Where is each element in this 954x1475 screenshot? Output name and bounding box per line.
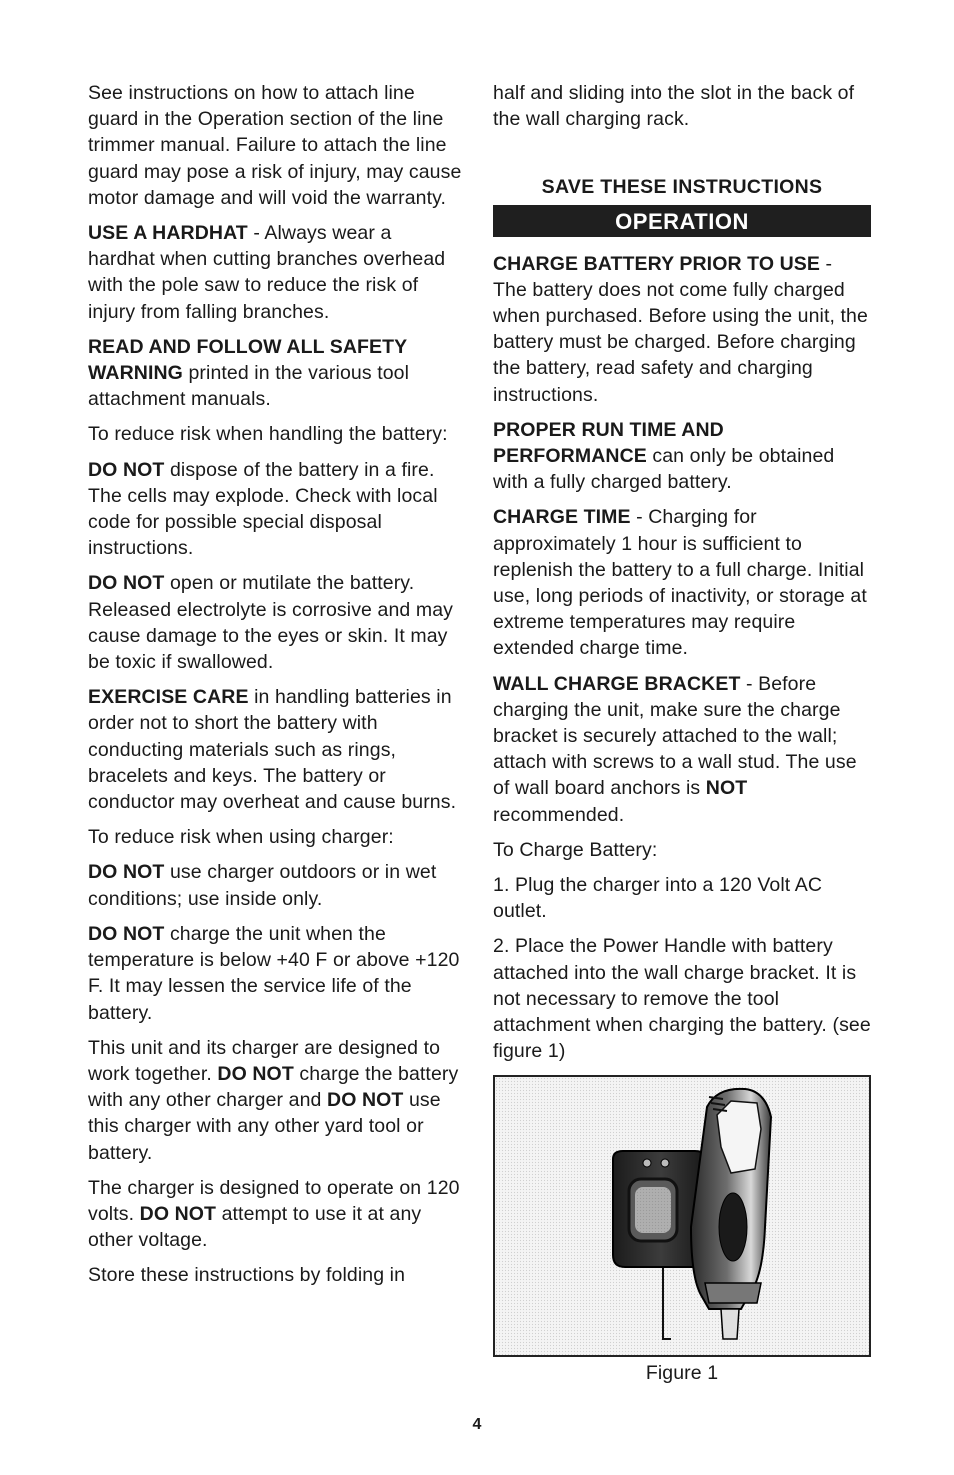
paragraph-text: use this charger with any other yard tool or battery.	[88, 1089, 441, 1164]
right-column	[493, 80, 871, 1386]
charge-prior-paragraph	[493, 251, 871, 408]
paragraph-text: can only be obtained with a fully charged battery.	[493, 445, 835, 494]
power-handle-charger-illustration	[495, 1077, 869, 1355]
paragraph-text: Store these instructions by folding in	[88, 1264, 406, 1287]
paragraph-text: The charger is designed to operate on 120 volts.	[88, 1176, 460, 1225]
outdoors-paragraph	[88, 859, 463, 911]
paragraph-bold-lead: PROPER RUN TIME AND PERFORMANCE	[493, 418, 724, 468]
paragraph-text: dispose of the battery in a fire. The cells may explode. Check with local code for possible special disposal instructions.	[88, 458, 438, 560]
paragraph-text: To Charge Battery:	[493, 838, 658, 861]
designed-together-paragraph	[88, 1035, 463, 1166]
paragraph-bold-lead: DO NOT	[88, 458, 165, 481]
save-instructions-heading: SAVE THESE INSTRUCTIONS	[541, 176, 823, 199]
paragraph-text: charge the unit when the temperature is below +40 F or above +120 F. It may lessen the service life of the battery.	[88, 922, 460, 1024]
mutilate-paragraph	[88, 570, 463, 675]
paragraph-text: See instructions on how to attach line guard in the Operation section of the line trimmer manual. Failure to attach the line guard may pose a risk of injury, may cause motor damage and will void the warranty.	[88, 82, 462, 209]
figure-1-image	[493, 1075, 871, 1357]
paragraph-text: - Charging for approximately 1 hour is sufficient to replenish the battery to a full charge. Initial use, long periods of inactivity, or storage at extreme temperatures may require extended charge time.	[493, 506, 867, 660]
temperature-paragraph	[88, 921, 463, 1026]
attachment-shaft	[721, 1309, 739, 1339]
paragraph-bold-lead: DO NOT	[88, 572, 165, 595]
paragraph-bold-lead: CHARGE BATTERY PRIOR TO USE	[493, 252, 821, 275]
to-charge-heading	[493, 837, 871, 863]
paragraph-text: half and sliding into the slot in the back of the wall charging rack.	[493, 82, 855, 131]
figure-caption: Figure 1	[645, 1361, 719, 1384]
paragraph-bold: NOT	[705, 777, 748, 800]
paragraph-bold: DO NOT	[139, 1202, 217, 1225]
step-2	[493, 933, 871, 1064]
paragraph-text: charge the battery with any other charger and	[88, 1062, 459, 1112]
paragraph-bold-lead: EXERCISE CARE	[88, 686, 249, 709]
step-1	[493, 872, 871, 924]
safety-warning-paragraph	[88, 334, 463, 413]
paragraph-bold-lead: DO NOT	[88, 922, 165, 945]
page-number: 4	[472, 1416, 482, 1433]
hardhat-paragraph	[88, 220, 463, 325]
folding-continuation-paragraph	[493, 80, 871, 132]
exercise-care-paragraph	[88, 684, 463, 815]
paragraph-text: To reduce risk when using charger:	[88, 826, 394, 849]
paragraph-text: - Always wear a hardhat when cutting branches overhead with the pole saw to reduce the risk of injury from falling branches.	[88, 222, 446, 323]
line-guard-paragraph	[88, 80, 463, 211]
paragraph-bold-lead: READ AND FOLLOW ALL SAFETY WARNING	[88, 335, 407, 385]
paragraph-bold-lead: CHARGE TIME	[493, 506, 631, 529]
paragraph-text: This unit and its charger are designed to work together.	[88, 1036, 441, 1085]
paragraph-text: - The battery does not come fully charged when purchased. Before using the unit, the battery must be charged. Before charging the battery, read safety and charging instructions.	[493, 252, 868, 406]
paragraph-bold-lead: WALL CHARGE BRACKET	[493, 672, 741, 695]
run-time-paragraph	[493, 417, 871, 496]
indicator-light-icon	[643, 1159, 651, 1167]
handle-grip-opening	[719, 1193, 747, 1261]
bracket-window-glass	[635, 1187, 671, 1233]
paragraph-bold-lead: DO NOT	[88, 861, 165, 884]
paragraph-text: To reduce risk when handling the battery:	[88, 423, 448, 446]
paragraph-text: 2. Place the Power Handle with battery attached into the wall charge bracket. It is not necessary to remove the tool attachment when charging the battery. (see figure 1)	[493, 935, 871, 1063]
paragraph-text: open or mutilate the battery. Released electrolyte is corrosive and may cause damage to the eyes or skin. It may be toxic if swallowed.	[88, 572, 454, 674]
voltage-paragraph	[88, 1175, 463, 1254]
paragraph-text: attempt to use it at any other voltage.	[88, 1202, 422, 1252]
charge-time-paragraph	[493, 504, 871, 661]
charger-risk-intro	[88, 824, 463, 850]
indicator-light-icon	[661, 1159, 669, 1167]
paragraph-text: recommended.	[493, 803, 625, 826]
battery-risk-intro	[88, 421, 463, 447]
paragraph-bold: DO NOT	[321, 1089, 404, 1112]
paragraph-bold-lead: USE A HARDHAT	[88, 222, 248, 245]
paragraph-text: 1. Plug the charger into a 120 Volt AC outlet.	[493, 874, 823, 923]
left-column	[88, 80, 463, 1298]
paragraph-bold: DO NOT	[211, 1062, 294, 1085]
store-instructions-paragraph	[88, 1262, 463, 1288]
paragraph-text: in handling batteries in order not to short the battery with conducting materials such as rings, bracelets and keys. The battery or conductor may overheat and cause burns.	[88, 686, 457, 814]
handle-battery-collar	[705, 1283, 761, 1303]
dispose-paragraph	[88, 457, 463, 562]
operation-section-banner: OPERATION	[493, 205, 871, 237]
paragraph-text: use charger outdoors or in wet conditions; use inside only.	[88, 861, 437, 910]
wall-bracket-paragraph	[493, 671, 871, 828]
paragraph-text: printed in the various tool attachment manuals.	[88, 362, 410, 411]
paragraph-text: - Before charging the unit, make sure the charge bracket is securely attached to the wall; attach with screws to a wall stud. The use of wall board anchors is	[493, 672, 857, 800]
